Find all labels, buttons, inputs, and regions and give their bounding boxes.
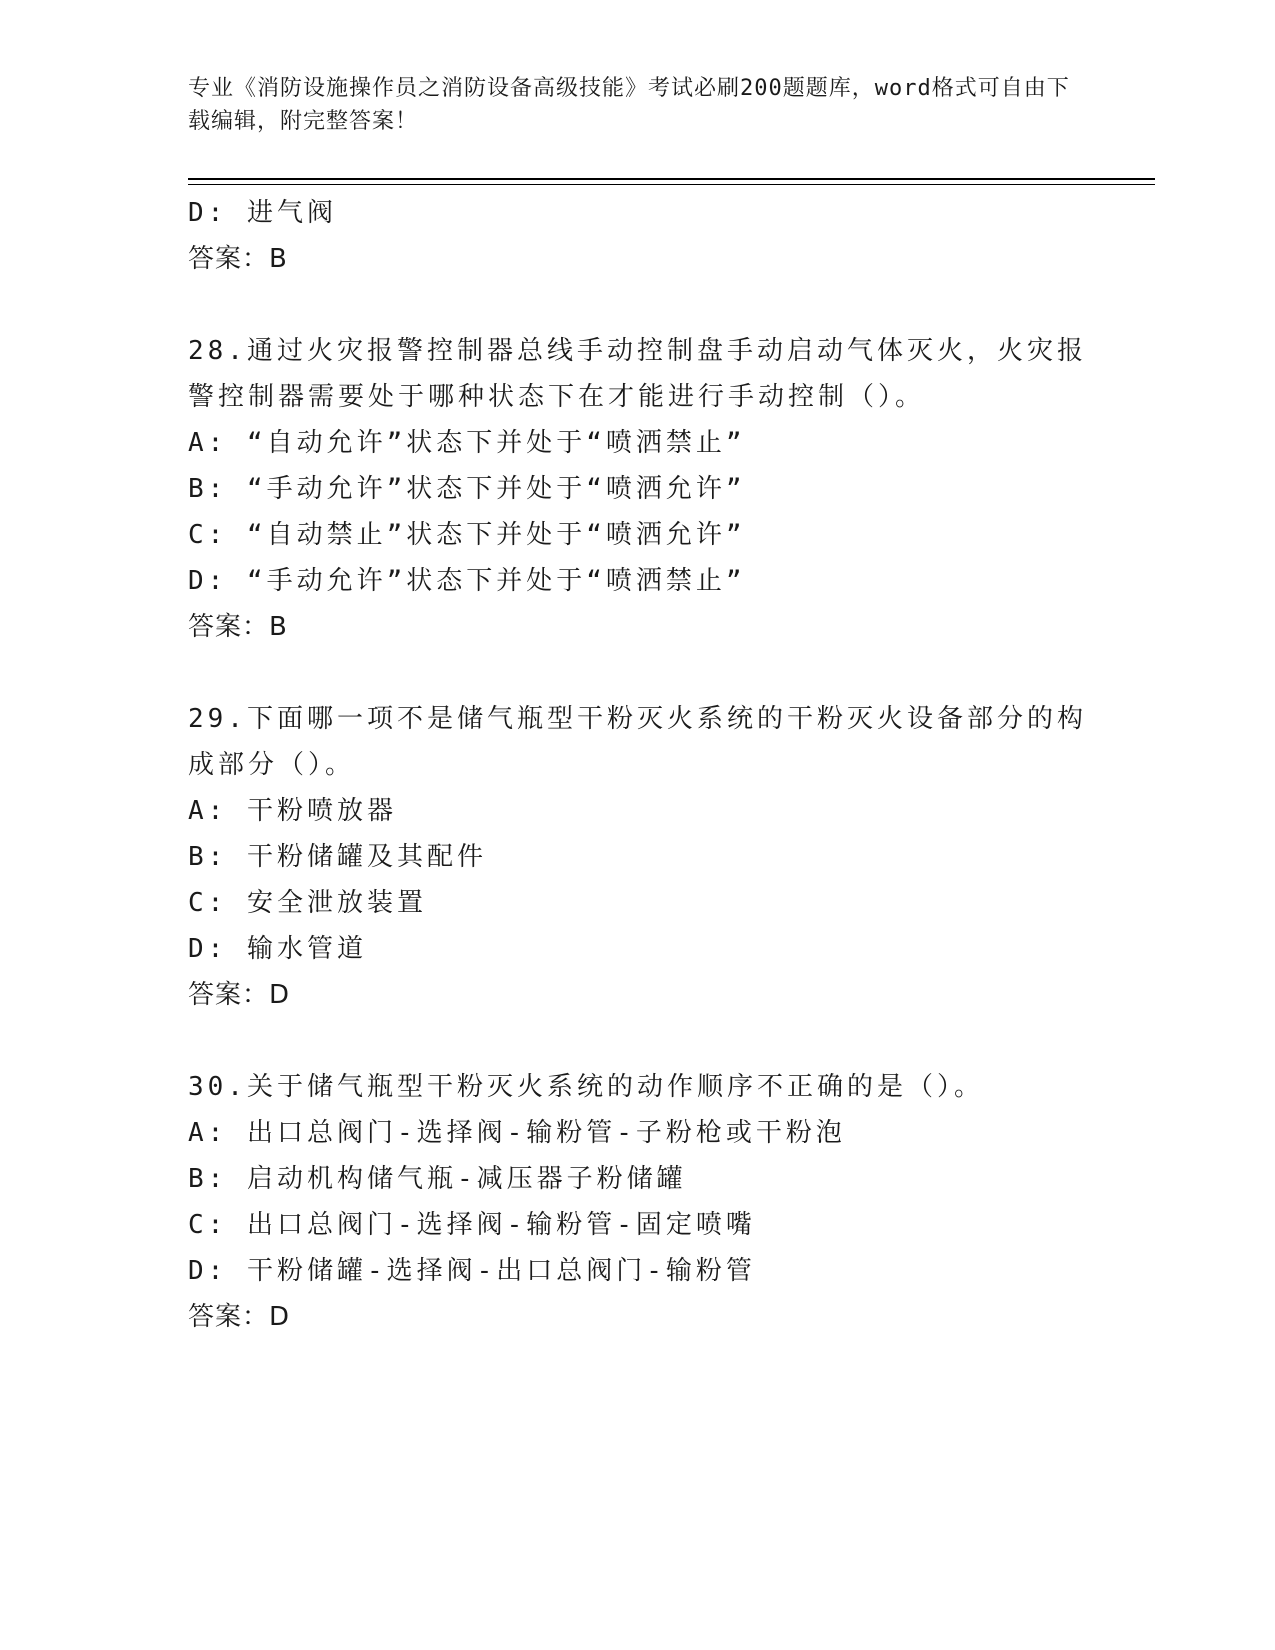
answer: 答案：D — [188, 980, 291, 1010]
question-29 — [188, 696, 1088, 1018]
option-c: C: 出口总阀门-选择阀-输粉管-固定喷嘴 — [188, 1210, 756, 1240]
option-d: D: 输水管道 — [188, 934, 367, 964]
question-30 — [188, 1064, 1088, 1340]
prev-option-d: D: 进气阀 — [188, 198, 337, 228]
answer: 答案：B — [188, 612, 288, 642]
question-stem: 28.通过火灾报警控制器总线手动控制盘手动启动气体灭火，火灾报警控制器需要处于哪种状态下在才能进行手动控制（）。 — [188, 336, 1087, 412]
option-b: B: 启动机构储气瓶-减压器子粉储罐 — [188, 1164, 687, 1194]
question-content — [188, 190, 1088, 1340]
option-b: B: 干粉储罐及其配件 — [188, 842, 487, 872]
option-b: B: “手动允许”状态下并处于“喷洒允许” — [188, 474, 746, 504]
question-28 — [188, 328, 1088, 650]
option-c: C: “自动禁止”状态下并处于“喷洒允许” — [188, 520, 746, 550]
option-d: D: 干粉储罐-选择阀-出口总阀门-输粉管 — [188, 1256, 756, 1286]
option-a: A: 干粉喷放器 — [188, 796, 397, 826]
document-header: 专业《消防设施操作员之消防设备高级技能》考试必刷200题题库，word格式可自由下载编辑，附完整答案！ — [188, 76, 1070, 134]
option-a: A: 出口总阀门-选择阀-输粉管-子粉枪或干粉泡 — [188, 1118, 846, 1148]
prev-answer: 答案：B — [188, 244, 288, 274]
header-rule-thin — [188, 184, 1155, 185]
question-stem: 30.关于储气瓶型干粉灭火系统的动作顺序不正确的是（）。 — [188, 1072, 984, 1102]
header-rule-thick — [188, 178, 1155, 180]
option-c: C: 安全泄放装置 — [188, 888, 427, 918]
question-stem: 29.下面哪一项不是储气瓶型干粉灭火系统的干粉灭火设备部分的构成部分（）。 — [188, 704, 1087, 780]
option-d: D: “手动允许”状态下并处于“喷洒禁止” — [188, 566, 746, 596]
answer: 答案：D — [188, 1302, 291, 1332]
option-a: A: “自动允许”状态下并处于“喷洒禁止” — [188, 428, 746, 458]
